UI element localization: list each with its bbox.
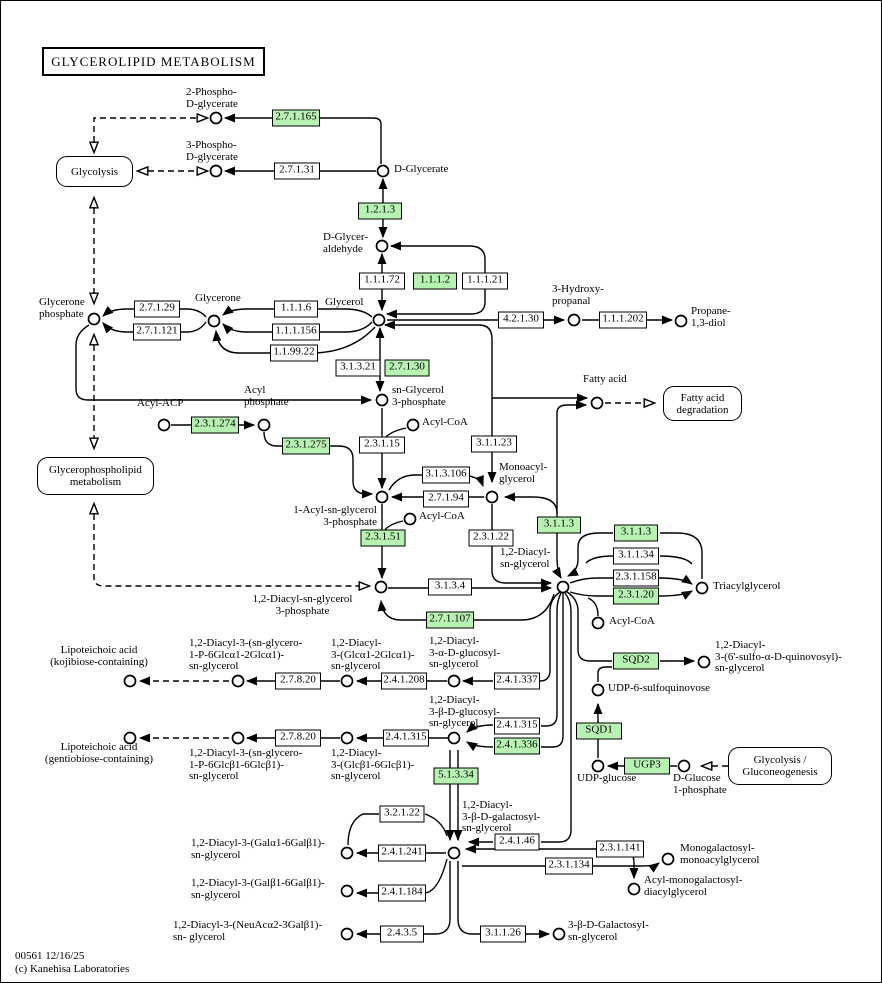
label-line: sn-glycerol	[189, 660, 239, 672]
enzyme-box-2.4.1.241[interactable]: 2.4.1.241	[378, 845, 426, 862]
reaction-edge	[586, 556, 613, 563]
compound-node-sulfoquinovosyl-dag[interactable]	[699, 657, 710, 668]
label-line: sn-glycerol	[429, 658, 479, 670]
label-line: Acyl-CoA	[419, 510, 465, 522]
compound-node-3-hydroxypropanal[interactable]	[569, 315, 580, 326]
label-line: D-glycerate	[186, 150, 238, 163]
compound-label-diacyl-glca1-2glca1	[331, 638, 415, 673]
compound-label-diacyl-galb1-6galb1	[191, 878, 325, 901]
compound-node-monogalactosyl-monoacylglycerol[interactable]	[663, 854, 674, 865]
label-line: sn-glycerol	[189, 770, 239, 782]
label-line: 1-P-6Glcα1-2Glcα1)-	[189, 648, 285, 661]
pathway-link-label: Glycolysis	[70, 165, 119, 178]
compound-label-acyl-coa-2	[419, 511, 465, 523]
label-line: D-Glycerate	[394, 163, 449, 175]
label-line: 3-β-D-Galactosyl-	[568, 919, 649, 931]
compound-node-diacyl-neuaca2-3galb1[interactable]	[342, 929, 353, 940]
reaction-edge	[458, 861, 549, 934]
compound-label-1-2-diacyl-sn-glycerol	[500, 547, 550, 570]
reaction-edge	[660, 556, 692, 564]
compound-label-d-glucose-1-phosphate	[673, 773, 727, 796]
compound-label-propane-1-3-diol	[691, 306, 731, 329]
enzyme-box-2.3.1.134[interactable]: 2.3.1.134	[545, 858, 593, 875]
label-line: 1,2-Diacyl-3-(Galα1-6Galβ1)-	[191, 837, 325, 849]
compound-label-udp-glucose	[577, 773, 636, 785]
enzyme-box-2.4.1.336[interactable]: 2.4.1.336	[494, 738, 540, 755]
pathway-link-fatty-acid-degradation[interactable]	[663, 386, 742, 421]
compound-label-fatty-acid	[583, 374, 627, 386]
pathway-link-label: Gluconeogenesis	[742, 766, 818, 778]
compound-label-1-acyl-sn-glycerol-3p	[281, 505, 377, 528]
compound-node-acyl-phosphate[interactable]	[259, 420, 270, 431]
map-title: GLYCEROLIPID METABOLISM	[42, 47, 265, 76]
enzyme-box-3.1.3.21[interactable]: 3.1.3.21	[336, 360, 381, 377]
compound-label-acyl-monogalactosyl-diacylglycerol	[644, 875, 742, 898]
reaction-edge	[467, 742, 493, 747]
label-line: Monogalactosyl-	[680, 842, 755, 854]
compound-node-triacylglycerol[interactable]	[697, 583, 708, 594]
compound-node-acyl-coa-3[interactable]	[593, 618, 604, 629]
label-line: Glycerone	[39, 296, 85, 308]
label-line: D-Glycer-	[323, 231, 368, 243]
enzyme-box-2.3.1.275[interactable]: 2.3.1.275	[282, 438, 330, 455]
compound-label-glycerone-phosphate	[39, 297, 85, 320]
enzyme-box-2.4.1.315[interactable]: 2.4.1.315	[494, 718, 540, 735]
enzyme-box-4.2.1.30[interactable]: 4.2.1.30	[498, 312, 544, 329]
label-line: UDP-6-sulfoquinovose	[608, 682, 711, 694]
label-line: (gentiobiose-containing)	[44, 752, 154, 765]
compound-label-glycerone	[195, 293, 241, 305]
compound-node-monoacylglycerol[interactable]	[487, 492, 498, 503]
label-line: Acyl-CoA	[609, 615, 655, 627]
enzyme-box-2.7.1.121[interactable]: 2.7.1.121	[133, 324, 181, 341]
label-line: 3-(Glcβ1-6Glcβ1)-	[331, 758, 415, 771]
pathway-link-glycolysis[interactable]	[56, 156, 133, 187]
compound-node-acyl-coa-2[interactable]	[405, 514, 416, 525]
compound-node-2-phospho-d-glycerate[interactable]	[211, 113, 222, 124]
pathway-link-label: Glycolysis /	[753, 754, 807, 766]
reaction-edge	[541, 593, 571, 842]
reaction-edge	[557, 413, 561, 578]
compound-label-1-2-diacyl-sn-glycerol-3p	[231, 594, 374, 617]
label-line: sn- glycerol	[173, 930, 226, 943]
enzyme-box-1.1.99.22[interactable]: 1.1.99.22	[270, 345, 318, 362]
label-line: sn-glycerol	[715, 662, 765, 674]
compound-node-lipoteichoic-kojibiose[interactable]	[125, 676, 136, 687]
label-line: Acyl-ACP	[137, 397, 184, 409]
reaction-edge	[598, 667, 612, 682]
pathway-link-label: Fatty acid	[680, 391, 725, 404]
compound-node-d-glucose-1-phosphate[interactable]	[679, 761, 690, 772]
label-line: 1,2-Diacyl-sn-glycerol	[252, 593, 353, 605]
pathway-link-label: degradation	[676, 403, 729, 416]
label-line: 1,2-Diacyl-	[715, 639, 766, 651]
enzyme-box-2.4.1.208[interactable]: 2.4.1.208	[381, 673, 427, 690]
compound-node-acyl-acp[interactable]	[159, 420, 170, 431]
enzyme-box-2.4.1.315[interactable]: 2.4.1.315	[383, 730, 429, 747]
enzyme-box-2.7.1.31[interactable]: 2.7.1.31	[274, 163, 320, 180]
label-line: 1,2-Diacyl-3-(NeuAcα2-3Galβ1)-	[173, 919, 323, 931]
compound-node-diacyl-glycero-p-glc-a[interactable]	[233, 676, 244, 687]
label-line: 3-phosphate	[392, 395, 446, 408]
label-line: 1,2-Diacyl-3-(sn-glycero-	[189, 637, 303, 649]
compound-node-galactosyl-dag-hub[interactable]	[449, 848, 460, 859]
compound-node-diacyl-glca1-2glca1[interactable]	[342, 676, 353, 687]
label-line: UDP-glucose	[577, 772, 637, 784]
label-line: 1,2-Diacyl-	[429, 694, 480, 706]
label-line: Acyl-monogalactosyl-	[644, 874, 743, 886]
label-line: 1-Acyl-sn-glycerol	[293, 504, 377, 516]
enzyme-box-5.1.3.34[interactable]: 5.1.3.34	[434, 768, 479, 785]
label-line: 1,2-Diacyl-	[331, 637, 382, 649]
compound-node-propane-1-3-diol[interactable]	[676, 316, 687, 327]
compound-node-diacyl-galb1-6galb1[interactable]	[342, 886, 353, 897]
label-line: 3-(Glcα1-2Glcα1)-	[331, 648, 415, 661]
label-line: Lipoteichoic acid	[60, 741, 138, 753]
compound-node-3-phospho-d-glycerate[interactable]	[211, 166, 222, 177]
enzyme-box-2.3.1.22[interactable]: 2.3.1.22	[469, 530, 514, 547]
label-line: 3-(6'-sulfo-α-D-quinovosyl)-	[715, 650, 842, 663]
compound-label-sulfoquinovosyl-dag	[715, 640, 842, 675]
enzyme-box-2.3.1.51[interactable]: 2.3.1.51	[361, 530, 406, 547]
reaction-edge	[568, 533, 613, 576]
compound-label-diacyl-b-d-glucosyl	[429, 695, 500, 730]
label-line: 3-Hydroxy-	[552, 283, 604, 295]
label-line: 1-phosphate	[673, 783, 727, 796]
enzyme-box-3.1.3.4[interactable]: 3.1.3.4	[428, 579, 472, 596]
enzyme-box-3.1.1.34[interactable]: 3.1.1.34	[613, 548, 659, 565]
compound-label-diacyl-glcb1-6glcb1	[331, 748, 414, 783]
compound-node-glycerol[interactable]	[374, 315, 385, 326]
compound-node-udp-6-sulfoquinovose[interactable]	[593, 685, 604, 696]
label-line: sn-glycerol	[331, 660, 381, 672]
enzyme-box-1.1.1.21[interactable]: 1.1.1.21	[462, 273, 508, 290]
enzyme-box-2.3.1.141[interactable]: 2.3.1.141	[596, 841, 644, 858]
enzyme-box-3.1.1.23[interactable]: 3.1.1.23	[471, 436, 517, 453]
enzyme-box-2.7.1.107[interactable]: 2.7.1.107	[426, 612, 474, 629]
compound-label-lipoteichoic-gentiobiose	[17, 742, 181, 765]
map-id: 00561 12/16/25	[15, 950, 85, 962]
compound-node-udp-glucose[interactable]	[593, 761, 604, 772]
label-line: 3-phosphate	[275, 604, 330, 617]
reaction-edge	[76, 325, 371, 400]
enzyme-box-2.7.8.20[interactable]: 2.7.8.20	[275, 730, 321, 747]
enzyme-box-SQD2[interactable]: SQD2	[613, 653, 659, 670]
enzyme-box-3.1.1.26[interactable]: 3.1.1.26	[480, 926, 526, 943]
compound-label-acyl-coa-3	[609, 616, 655, 628]
compound-label-sn-glycerol-3-phosphate	[392, 385, 446, 408]
label-line: Acyl	[244, 384, 266, 396]
pathway-link-glycerophospholipid-metabolism[interactable]	[37, 457, 154, 495]
compound-label-diacyl-a-d-glucosyl	[429, 636, 500, 671]
enzyme-box-2.7.1.94[interactable]: 2.7.1.94	[423, 491, 469, 508]
compound-node-diacyl-glycero-p-glc-b[interactable]	[233, 733, 244, 744]
enzyme-box-1.1.1.2[interactable]: 1.1.1.2	[413, 273, 457, 290]
label-line: sn-glycerol	[191, 848, 241, 861]
enzyme-box-1.2.1.3[interactable]: 1.2.1.3	[358, 203, 402, 220]
reaction-edge	[541, 593, 561, 726]
enzyme-box-2.3.1.20[interactable]: 2.3.1.20	[613, 588, 659, 605]
compound-node-sn-glycerol-3-phosphate[interactable]	[377, 395, 388, 406]
compound-node-1-2-diacyl-sn-glycerol-3p[interactable]	[376, 582, 387, 593]
enzyme-box-3.1.3.106[interactable]: 3.1.3.106	[422, 467, 470, 484]
label-line: Acyl-CoA	[422, 416, 468, 428]
compound-label-acyl-coa-1	[422, 417, 468, 429]
enzyme-box-2.4.1.184[interactable]: 2.4.1.184	[378, 885, 426, 902]
compound-node-acyl-monogalactosyl-diacylglycerol[interactable]	[629, 884, 640, 895]
label-line: 2-Phospho-	[186, 86, 237, 98]
compound-node-diacyl-b-d-glucosyl[interactable]	[449, 733, 460, 744]
compound-node-1-acyl-sn-glycerol-3p[interactable]	[377, 492, 388, 503]
compound-label-diacyl-glycero-p-glc-b	[189, 748, 302, 783]
compound-label-d-glycerate	[394, 164, 448, 176]
label-line: 3-phosphate	[323, 515, 377, 528]
compound-label-udp-6-sulfoquinovose	[608, 683, 710, 695]
label-line: diacylglycerol	[644, 885, 707, 898]
compound-node-glycerone-phosphate[interactable]	[89, 314, 100, 325]
enzyme-box-2.7.1.30[interactable]: 2.7.1.30	[385, 360, 430, 377]
label-line: 1,2-Diacyl-3-(Galβ1-6Galβ1)-	[191, 877, 325, 889]
label-line: sn-Glycerol	[392, 384, 444, 396]
pathway-link-glycolysis-gluconeogenesis[interactable]	[728, 747, 832, 785]
compound-label-d-glyceraldehyde	[323, 232, 368, 255]
label-line: Lipoteichoic acid	[60, 644, 138, 656]
compound-node-1-2-diacyl-sn-glycerol[interactable]	[558, 582, 569, 593]
compound-node-3-b-d-galactosyl-sn-glycerol[interactable]	[554, 929, 565, 940]
label-line: sn-glycerol	[429, 717, 479, 729]
compound-label-lipoteichoic-kojibiose	[21, 645, 177, 668]
label-line: sn-glycerol	[462, 822, 512, 834]
label-line: (kojibiose-containing)	[50, 655, 148, 668]
compound-node-d-glyceraldehyde[interactable]	[377, 241, 388, 252]
reaction-edge	[425, 814, 447, 836]
label-line: D-Glucose	[673, 772, 721, 784]
label-line: phosphate	[39, 307, 84, 320]
label-line: propanal	[552, 294, 591, 307]
reaction-edge	[588, 598, 598, 616]
enzyme-box-3.1.1.3[interactable]: 3.1.1.3	[614, 525, 658, 542]
label-line: sn-glycerol	[568, 930, 618, 943]
enzyme-box-2.4.3.5[interactable]: 2.4.3.5	[380, 926, 424, 943]
label-line: glycerol	[499, 472, 536, 485]
label-line: aldehyde	[323, 242, 363, 255]
label-line: Propane-	[691, 305, 731, 317]
compound-label-3-phospho-d-glycerate	[186, 140, 238, 163]
label-line: sn-glycerol	[331, 770, 381, 782]
enzyme-box-3.1.1.3[interactable]: 3.1.1.3	[537, 517, 581, 534]
label-line: Monoacyl-	[499, 461, 548, 473]
enzyme-box-2.4.1.46[interactable]: 2.4.1.46	[495, 834, 540, 851]
label-line: 1,2-Diacyl-	[500, 546, 551, 558]
compound-node-diacyl-glcb1-6glcb1[interactable]	[342, 733, 353, 744]
compound-label-acyl-phosphate	[244, 385, 289, 408]
pathway-link-label: metabolism	[69, 476, 122, 488]
label-line: Fatty acid	[583, 373, 627, 385]
compound-node-diacyl-gala1-6galb1[interactable]	[342, 848, 353, 859]
compound-label-2-phospho-d-glycerate	[186, 87, 238, 110]
reaction-edge	[348, 814, 379, 845]
enzyme-box-2.3.1.158[interactable]: 2.3.1.158	[613, 570, 659, 587]
compound-label-glycerol	[325, 297, 363, 309]
compound-label-diacyl-neuaca2-3galb1	[173, 920, 322, 943]
compound-label-monogalactosyl-monoacylglycerol	[680, 843, 759, 866]
enzyme-box-2.7.8.20[interactable]: 2.7.8.20	[275, 673, 321, 690]
enzyme-box-2.7.1.29[interactable]: 2.7.1.29	[134, 301, 180, 318]
label-line: sn-glycerol	[500, 557, 550, 570]
label-line: 1-P-6Glcβ1-6Glcβ1)-	[189, 758, 284, 771]
copyright: (c) Kanehisa Laboratories	[15, 962, 130, 975]
label-line: sn-glycerol	[191, 888, 241, 901]
label-line: monoacylglycerol	[680, 853, 760, 866]
enzyme-box-2.3.1.274[interactable]: 2.3.1.274	[191, 417, 239, 434]
compound-label-triacylglycerol	[713, 581, 780, 593]
label-line: 1,2-Diacyl-	[462, 799, 513, 811]
compound-node-fatty-acid[interactable]	[592, 398, 603, 409]
pathway-link-label: Glycerophospholipid	[49, 464, 142, 476]
reaction-edge	[505, 497, 557, 513]
label-line: D-glycerate	[186, 97, 238, 110]
enzyme-box-1.1.1.202[interactable]: 1.1.1.202	[599, 312, 647, 329]
compound-label-diacyl-b-d-galactosyl	[462, 800, 540, 835]
label-line: 1,3-diol	[691, 316, 726, 329]
enzyme-box-SQD1[interactable]: SQD1	[576, 723, 622, 740]
compound-node-d-glycerate[interactable]	[378, 166, 389, 177]
label-line: phosphate	[244, 395, 289, 408]
enzyme-box-1.1.1.72[interactable]: 1.1.1.72	[359, 273, 405, 290]
label-line: 3-β-D-glucosyl-	[429, 705, 500, 718]
label-line: 3-β-D-galactosyl-	[462, 810, 541, 823]
label-line: 3-Phospho-	[186, 139, 237, 151]
enzyme-box-3.2.1.22[interactable]: 3.2.1.22	[380, 806, 425, 823]
enzyme-box-1.1.1.6[interactable]: 1.1.1.6	[274, 301, 318, 318]
compound-node-acyl-coa-1[interactable]	[408, 420, 419, 431]
enzyme-box-2.4.1.337[interactable]: 2.4.1.337	[494, 673, 540, 690]
reaction-edge	[557, 405, 586, 413]
compound-node-diacyl-a-d-glucosyl[interactable]	[449, 676, 460, 687]
enzyme-box-UGP3[interactable]: UGP3	[624, 758, 670, 775]
map-footer	[15, 950, 129, 975]
enzyme-box-2.7.1.165[interactable]: 2.7.1.165	[272, 110, 320, 127]
label-line: Glycerol	[325, 296, 364, 308]
label-line: 1,2-Diacyl-	[429, 635, 480, 647]
label-line: 3-α-D-glucosyl-	[429, 646, 501, 659]
label-line: Triacylglycerol	[713, 580, 781, 592]
label-line: Glycerone	[195, 292, 241, 304]
reaction-edge	[541, 593, 563, 747]
compound-label-diacyl-glycero-p-glc-a	[189, 638, 302, 673]
compound-label-3-b-d-galactosyl-sn-glycerol	[568, 920, 649, 943]
enzyme-box-2.3.1.15[interactable]: 2.3.1.15	[359, 437, 405, 454]
label-line: 1,2-Diacyl-3-(sn-glycero-	[189, 747, 303, 759]
compound-node-glycerone[interactable]	[209, 316, 220, 327]
compound-label-3-hydroxypropanal	[552, 284, 604, 307]
compound-label-acyl-acp	[137, 398, 183, 410]
compound-label-diacyl-gala1-6galb1	[191, 838, 325, 861]
compound-label-monoacylglycerol	[499, 462, 547, 485]
label-line: 1,2-Diacyl-	[331, 747, 382, 759]
enzyme-box-1.1.1.156[interactable]: 1.1.1.156	[272, 324, 320, 341]
reaction-edge	[567, 592, 612, 661]
